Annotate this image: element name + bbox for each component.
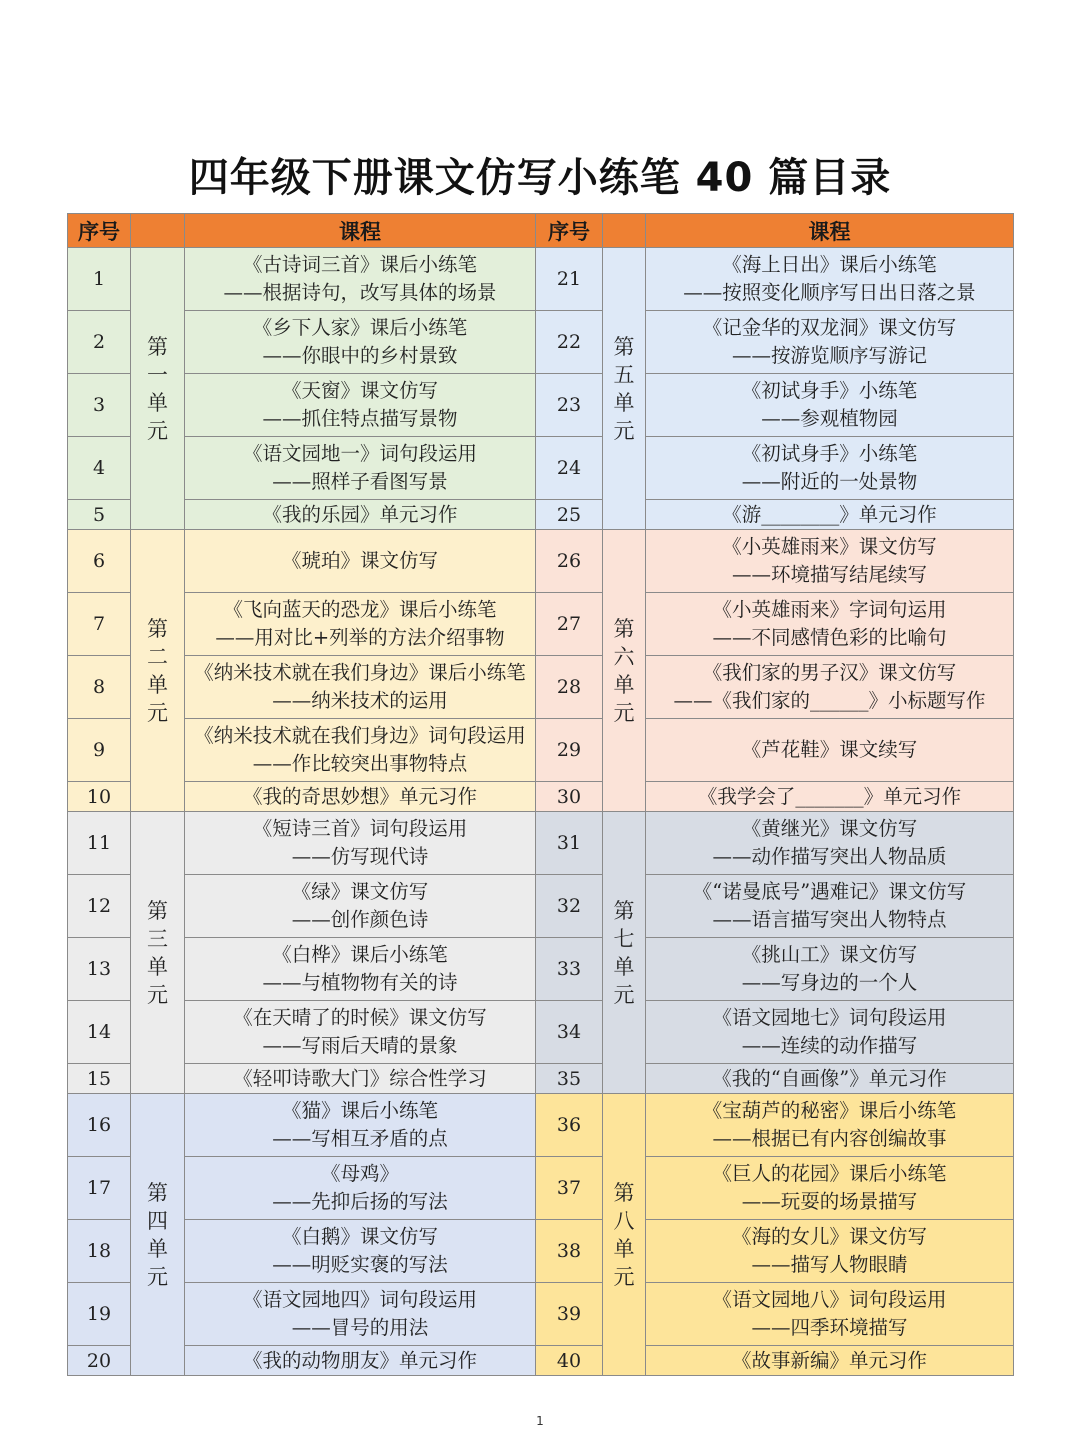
row-number: 18 [68,1220,131,1283]
unit-label-char: 元 [147,418,168,443]
course-subtitle: ——动作描写突出人物品质 [712,845,947,868]
page-number: 1 [536,1414,544,1428]
course-subtitle: ——纳米技术的运用 [272,689,448,712]
unit-label-char: 单 [613,1236,635,1261]
row-number: 38 [536,1220,603,1283]
table-row [68,1001,1014,1064]
unit-label-char: 单 [147,1236,168,1261]
unit-label-char: 六 [613,644,635,669]
course-subtitle: ——仿写现代诗 [291,845,429,868]
course-title: 《语文园地四》词句段运用 [242,1288,477,1311]
row-number: 5 [68,500,131,530]
course-subtitle: ——附近的一处景物 [741,470,918,493]
unit-label [603,812,646,1094]
course-cell [185,1001,536,1064]
unit-label-char: 单 [147,390,168,415]
course-subtitle: ——与植物物有关的诗 [262,971,458,994]
course-cell [185,812,536,875]
table-body [68,248,1014,1376]
unit-label-char: 八 [613,1208,635,1233]
course-cell [646,593,1014,656]
course-title: 《白桦》课后小练笔 [272,943,448,966]
course-cell [185,1283,536,1346]
course-title: 《记金华的双龙洞》课文仿写 [702,316,957,339]
course-subtitle: ——《我们家的______》小标题写作 [673,689,986,712]
course-title: 《天窗》课文仿写 [281,379,438,402]
row-number: 27 [536,593,603,656]
course-title: 《宝葫芦的秘密》课后小练笔 [702,1099,957,1122]
unit-label-char: 元 [613,1264,635,1289]
course-cell [646,782,1014,812]
course-cell [185,437,536,500]
course-cell [185,1346,536,1376]
course-title: 《我的乐园》单元习作 [262,502,458,526]
unit-label-char: 元 [147,982,168,1007]
unit-label-char: 元 [613,418,635,443]
unit-label-char: 第 [613,334,635,359]
course-subtitle: ——创作颜色诗 [291,908,429,931]
course-title: 《小英雄雨来》课文仿写 [722,535,937,558]
course-subtitle: ——语言描写突出人物特点 [712,908,947,931]
row-number: 4 [68,437,131,500]
table-row [68,719,1014,782]
course-title: 《初试身手》小练笔 [741,379,918,402]
unit-label-char: 单 [147,954,168,979]
header-num-right: 序号 [536,214,603,248]
course-cell [646,719,1014,782]
table-row [68,1094,1014,1157]
course-subtitle: ——冒号的用法 [291,1316,429,1339]
course-subtitle: ——按游览顺序写游记 [731,344,927,367]
unit-label-char: 第 [613,616,635,641]
course-title: 《语文园地八》词句段运用 [712,1288,947,1311]
course-subtitle: ——你眼中的乡村景致 [262,344,458,367]
course-title: 《纳米技术就在我们身边》课后小练笔 [194,661,526,684]
row-number: 32 [536,875,603,938]
unit-label-char: 三 [147,926,168,951]
unit-label [131,530,185,812]
unit-label [131,248,185,530]
course-cell [185,656,536,719]
course-cell [646,1064,1014,1094]
table-row [68,311,1014,374]
unit-label-char: 单 [613,672,635,697]
course-title: 《古诗词三首》课后小练笔 [242,253,477,276]
unit-label-char: 第 [147,898,168,923]
course-title: 《母鸡》 [320,1162,399,1185]
row-number: 31 [536,812,603,875]
course-title: 《故事新编》单元习作 [731,1348,927,1372]
course-cell [646,938,1014,1001]
course-cell [646,1283,1014,1346]
table-row [68,1220,1014,1283]
row-number: 10 [68,782,131,812]
course-title: 《巨人的花园》课后小练笔 [712,1162,947,1185]
table-row [68,1157,1014,1220]
table-row [68,812,1014,875]
course-subtitle: ——写相互矛盾的点 [272,1127,448,1150]
course-subtitle: ——写雨后天晴的景象 [262,1034,458,1057]
row-number: 9 [68,719,131,782]
course-cell [185,1157,536,1220]
course-title: 《琥珀》课文仿写 [281,549,438,572]
unit-label [603,1094,646,1376]
unit-label-char: 第 [147,1180,168,1205]
course-cell [646,1346,1014,1376]
course-subtitle: ——不同感情色彩的比喻句 [712,626,947,649]
course-cell [185,374,536,437]
row-number: 2 [68,311,131,374]
table-row [68,1064,1014,1094]
row-number: 33 [536,938,603,1001]
row-number: 28 [536,656,603,719]
course-cell [646,437,1014,500]
row-number: 40 [536,1346,603,1376]
course-cell [646,1220,1014,1283]
course-title: 《海的女儿》课文仿写 [731,1225,927,1248]
row-number: 19 [68,1283,131,1346]
unit-label-char: 第 [613,1180,635,1205]
course-title: 《挑山工》课文仿写 [741,943,918,966]
course-title: 《我们家的男子汉》课文仿写 [702,661,957,684]
course-cell [646,311,1014,374]
course-cell [185,719,536,782]
row-number: 7 [68,593,131,656]
course-title: 《轻叩诗歌大门》综合性学习 [233,1066,487,1090]
course-title: 《“诺曼底号”遇难记》课文仿写 [692,880,967,903]
unit-label-char: 单 [147,672,168,697]
header-unit-right [603,214,646,248]
course-subtitle: ——环境描写结尾续写 [731,563,927,586]
unit-label [131,812,185,1094]
table-row [68,593,1014,656]
course-subtitle: ——根据诗句，改写具体的场景 [223,281,497,304]
unit-label-char: 元 [613,982,635,1007]
row-number: 26 [536,530,603,593]
row-number: 37 [536,1157,603,1220]
table-row [68,875,1014,938]
header-num-left: 序号 [68,214,131,248]
row-number: 20 [68,1346,131,1376]
course-cell [185,248,536,311]
table-row [68,530,1014,593]
unit-label-char: 单 [613,390,635,415]
table-row [68,1283,1014,1346]
course-title: 《我的奇思妙想》单元习作 [242,784,477,808]
unit-label-char: 五 [613,362,635,387]
course-subtitle: ——按照变化顺序写日出日落之景 [683,281,976,304]
table-row [68,374,1014,437]
course-title: 《我学会了_______》单元习作 [697,784,962,808]
unit-label-char: 元 [613,700,635,725]
header-course-right: 课程 [646,214,1014,248]
course-cell [646,1094,1014,1157]
course-title: 《短诗三首》词句段运用 [252,817,468,840]
unit-label-char: 七 [613,926,635,951]
unit-label-char: 第 [613,898,635,923]
course-cell [646,656,1014,719]
course-cell [646,374,1014,437]
course-subtitle: ——先抑后扬的写法 [272,1190,448,1213]
course-subtitle: ——写身边的一个人 [741,971,918,994]
unit-label [603,248,646,530]
course-title: 《黄继光》课文仿写 [741,817,918,840]
course-cell [185,1094,536,1157]
row-number: 36 [536,1094,603,1157]
course-title: 《猫》课后小练笔 [281,1099,438,1122]
row-number: 29 [536,719,603,782]
row-number: 35 [536,1064,603,1094]
row-number: 16 [68,1094,131,1157]
row-number: 21 [536,248,603,311]
unit-label-char: 第 [147,334,168,359]
course-title: 《纳米技术就在我们身边》词句段运用 [194,724,526,747]
course-subtitle: ——连续的动作描写 [741,1034,918,1057]
course-title: 《游________》单元习作 [722,502,937,526]
row-number: 39 [536,1283,603,1346]
course-cell [646,812,1014,875]
course-title: 《语文园地七》词句段运用 [712,1006,947,1029]
course-cell [646,530,1014,593]
course-title: 《语文园地一》词句段运用 [242,442,477,465]
course-cell [185,500,536,530]
unit-label-char: 元 [147,700,168,725]
page-title: 四年级下册课文仿写小练笔 40 篇目录 [188,155,892,201]
table-row [68,1346,1014,1376]
row-number: 3 [68,374,131,437]
course-title: 《在天晴了的时候》课文仿写 [233,1006,487,1029]
course-cell [646,1001,1014,1064]
row-number: 23 [536,374,603,437]
course-subtitle: ——四季环境描写 [751,1316,908,1339]
course-cell [185,530,536,593]
course-title: 《飞向蓝天的恐龙》课后小练笔 [223,598,497,621]
unit-label-char: 元 [147,1264,168,1289]
row-number: 8 [68,656,131,719]
course-subtitle: ——描写人物眼睛 [751,1253,908,1276]
row-number: 13 [68,938,131,1001]
course-subtitle: ——照样子看图写景 [272,470,448,493]
course-title: 《小英雄雨来》字词句运用 [712,598,947,621]
unit-label-char: 第 [147,616,168,641]
course-cell [646,248,1014,311]
table-row [68,656,1014,719]
course-cell [646,875,1014,938]
course-cell [646,500,1014,530]
row-number: 25 [536,500,603,530]
row-number: 12 [68,875,131,938]
unit-label-char: 单 [613,954,635,979]
row-number: 1 [68,248,131,311]
toc-table [67,213,1014,1376]
row-number: 24 [536,437,603,500]
course-subtitle: ——根据已有内容创编故事 [712,1127,947,1150]
unit-label [603,530,646,812]
course-cell [185,311,536,374]
course-cell [185,1220,536,1283]
unit-label-char: 二 [147,644,168,669]
course-cell [646,1157,1014,1220]
course-title: 《初试身手》小练笔 [741,442,918,465]
row-number: 30 [536,782,603,812]
row-number: 6 [68,530,131,593]
table-header-row [68,214,1014,248]
row-number: 17 [68,1157,131,1220]
course-cell [185,875,536,938]
table-row [68,938,1014,1001]
table-row [68,782,1014,812]
course-title: 《绿》课文仿写 [291,880,429,903]
course-cell [185,782,536,812]
row-number: 14 [68,1001,131,1064]
table-row [68,437,1014,500]
row-number: 15 [68,1064,131,1094]
course-cell [185,1064,536,1094]
course-title: 《海上日出》课后小练笔 [722,253,937,276]
course-title: 《我的动物朋友》单元习作 [242,1348,477,1372]
header-course-left: 课程 [185,214,536,248]
row-number: 34 [536,1001,603,1064]
table-row [68,500,1014,530]
course-cell [185,938,536,1001]
unit-label [131,1094,185,1376]
course-title: 《芦花鞋》课文续写 [741,738,918,761]
course-subtitle: ——参观植物园 [761,407,898,430]
course-subtitle: ——玩耍的场景描写 [741,1190,918,1213]
row-number: 22 [536,311,603,374]
course-title: 《乡下人家》课后小练笔 [252,316,468,339]
course-title: 《我的“自画像”》单元习作 [712,1066,947,1090]
course-subtitle: ——作比较突出事物特点 [252,752,468,775]
unit-label-char: 一 [147,362,168,387]
course-subtitle: ——用对比+列举的方法介绍事物 [215,626,505,649]
table-row [68,248,1014,311]
unit-label-char: 四 [147,1208,168,1233]
course-subtitle: ——明贬实褒的写法 [272,1253,448,1276]
header-unit-left [131,214,185,248]
row-number: 11 [68,812,131,875]
course-title: 《白鹅》课文仿写 [281,1225,438,1248]
course-subtitle: ——抓住特点描写景物 [262,407,458,430]
course-cell [185,593,536,656]
